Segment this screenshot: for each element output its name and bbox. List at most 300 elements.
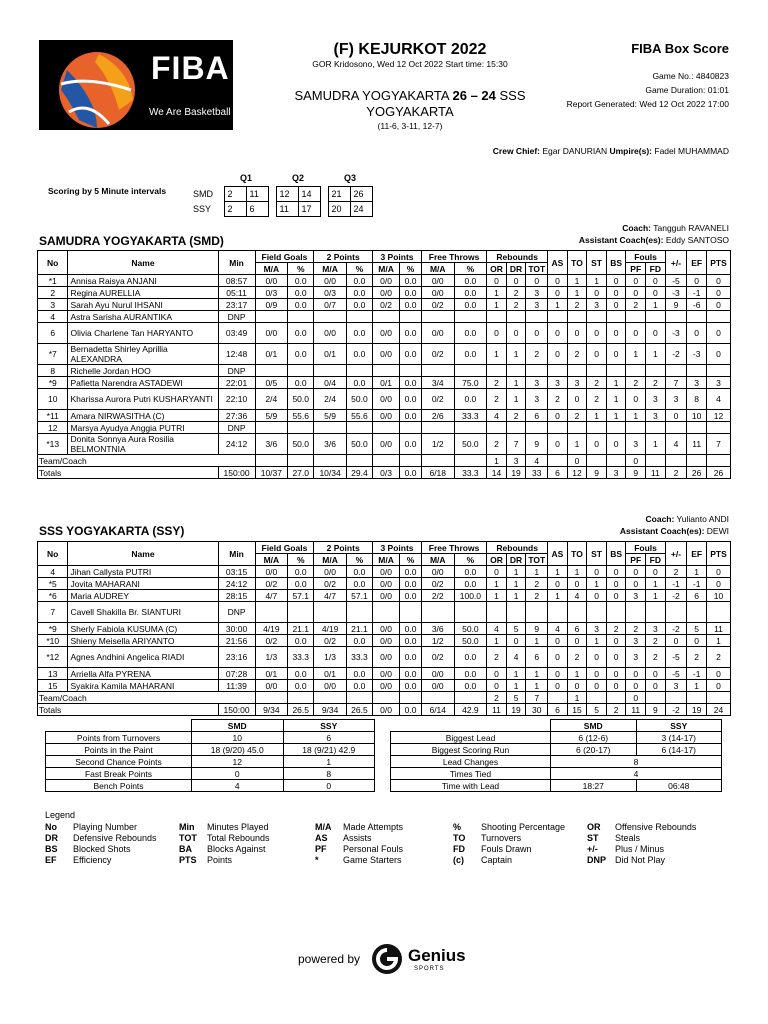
stat-cell <box>487 365 507 377</box>
total-cell: 9/34 <box>255 704 288 716</box>
stat-cell: 2 <box>646 647 666 668</box>
stat-cell <box>314 422 347 434</box>
stat-cell: 3 <box>626 635 646 647</box>
total-cell: 19 <box>506 704 526 716</box>
stat-cell: 1 <box>626 410 646 422</box>
stat-cell: 6 <box>687 590 707 602</box>
player-name: Richelle Jordan HOO <box>68 365 218 377</box>
stat-cell: 1 <box>646 344 666 365</box>
stat-cell: 100.0 <box>454 590 487 602</box>
stat-cell: 0/2 <box>421 389 454 410</box>
stat-cell: 0.0 <box>288 680 314 692</box>
stat-cell: -6 <box>687 299 707 311</box>
stat-cell: 0.0 <box>346 566 372 578</box>
player-row <box>38 389 731 410</box>
stat-cell: -3 <box>687 344 707 365</box>
col-plus-minus: +/- <box>665 251 687 275</box>
stat-cell: 0/3 <box>314 287 347 299</box>
player-name: Bernadetta Shirley Aprillia ALEXANDRA <box>68 344 218 365</box>
legend-item <box>453 822 565 833</box>
stat-cell: 0 <box>587 323 607 344</box>
interval-value: 11 <box>246 186 268 201</box>
stat-cell: 2 <box>526 578 548 590</box>
stat-cell <box>526 602 548 623</box>
total-cell: 24 <box>706 704 730 716</box>
assistant-name: DEWI <box>706 526 729 536</box>
stat-cell: 1 <box>646 434 666 455</box>
box-score-table-smd <box>37 250 731 479</box>
stat-cell: 0 <box>606 590 626 602</box>
stats-value: 4 <box>192 780 284 792</box>
total-cell: 0/3 <box>373 467 400 479</box>
stat-cell: 0/0 <box>421 566 454 578</box>
stat-cell: 0/0 <box>421 668 454 680</box>
stat-cell: 0 <box>548 344 568 365</box>
stat-cell: 3 <box>626 647 646 668</box>
stat-cell: 1 <box>506 668 526 680</box>
stat-cell: 1 <box>687 566 707 578</box>
stat-cell: 0.0 <box>346 323 372 344</box>
stat-cell: 0/2 <box>255 635 288 647</box>
stat-cell <box>665 455 687 467</box>
stat-cell: 50.0 <box>454 434 487 455</box>
stats-value: 8 <box>283 768 375 780</box>
total-cell: 5 <box>587 704 607 716</box>
legend-abbr: (c) <box>453 855 464 865</box>
stat-cell: -5 <box>665 668 687 680</box>
stat-cell: 2/2 <box>421 590 454 602</box>
stat-cell <box>687 311 707 323</box>
stat-cell: 0 <box>606 647 626 668</box>
player-name: Arriella Alfa PYRENA <box>68 668 218 680</box>
stat-cell <box>506 422 526 434</box>
stat-cell: 0/2 <box>421 344 454 365</box>
stat-cell: 2 <box>506 410 526 422</box>
col-2-points: 2 Points <box>314 251 373 263</box>
stat-cell <box>421 422 454 434</box>
stat-cell: 1 <box>646 590 666 602</box>
stat-cell: 0/0 <box>373 590 400 602</box>
stat-cell: 1 <box>548 566 568 578</box>
col-st: ST <box>587 251 607 275</box>
legend-desc: Made Attempts <box>343 822 404 832</box>
stat-cell <box>506 602 526 623</box>
stat-cell <box>626 602 646 623</box>
stat-cell: 1 <box>506 680 526 692</box>
stat-cell: 33.3 <box>346 647 372 668</box>
player-minutes: 07:28 <box>218 668 255 680</box>
player-row <box>38 680 731 692</box>
stat-cell: 4 <box>487 410 507 422</box>
stat-cell: 4 <box>567 590 587 602</box>
stat-cell: 1 <box>587 275 607 287</box>
stat-cell: 2 <box>567 299 587 311</box>
totals-row <box>38 704 731 716</box>
stat-cell: -2 <box>665 623 687 635</box>
stat-cell <box>288 455 314 467</box>
player-number: *12 <box>38 647 68 668</box>
player-number: *5 <box>38 578 68 590</box>
subheader-cell: % <box>288 263 314 275</box>
stat-cell: 3 <box>567 377 587 389</box>
stat-cell: 3 <box>526 377 548 389</box>
player-minutes: DNP <box>218 422 255 434</box>
interval-team: SMD <box>193 188 213 199</box>
stat-cell: 1 <box>587 635 607 647</box>
stat-cell <box>526 365 548 377</box>
total-cell: 10/37 <box>255 467 288 479</box>
total-cell: 150:00 <box>218 467 255 479</box>
stat-cell: 7 <box>665 377 687 389</box>
player-minutes: 28:15 <box>218 590 255 602</box>
subheader-cell: % <box>288 554 314 566</box>
stat-cell: 0/0 <box>373 323 400 344</box>
legend-desc: Offensive Rebounds <box>615 822 697 832</box>
stats-row <box>46 780 375 792</box>
stat-cell: 3 <box>526 389 548 410</box>
stat-cell: 1 <box>487 590 507 602</box>
legend-desc: Did Not Play <box>615 855 666 865</box>
legend-item <box>453 844 532 855</box>
stat-cell: 0 <box>626 389 646 410</box>
stat-cell: 1 <box>567 434 587 455</box>
player-minutes: 24:12 <box>218 578 255 590</box>
stat-cell: 0.0 <box>400 635 422 647</box>
total-cell: 33 <box>526 467 548 479</box>
stat-cell: 1 <box>506 566 526 578</box>
crew-chief: Egar DANURIAN <box>542 146 608 156</box>
stat-cell: 1 <box>487 635 507 647</box>
team-coach-row <box>38 692 731 704</box>
stat-cell: 1 <box>646 578 666 590</box>
header-row <box>38 251 731 263</box>
player-row <box>38 365 731 377</box>
legend-abbr: PTS <box>179 855 197 865</box>
stat-cell: 0 <box>626 323 646 344</box>
stat-cell: 0.0 <box>400 287 422 299</box>
legend-desc: Turnovers <box>481 833 522 843</box>
stat-cell <box>646 422 666 434</box>
stat-cell: 2 <box>567 410 587 422</box>
stat-cell: 0/2 <box>314 578 347 590</box>
stat-cell: 0.0 <box>288 635 314 647</box>
stat-cell: 0/0 <box>314 275 347 287</box>
stat-cell: 0 <box>706 668 730 680</box>
stat-cell <box>548 692 568 704</box>
stat-cell: 1 <box>506 344 526 365</box>
stat-cell <box>346 692 372 704</box>
stat-cell <box>400 311 422 323</box>
col-min: Min <box>218 251 255 275</box>
stat-cell: 1 <box>487 287 507 299</box>
player-name: Cavell Shakilla Br. SIANTURI <box>68 602 218 623</box>
stat-cell <box>314 692 347 704</box>
stat-cell: 0/2 <box>421 299 454 311</box>
col-pts: PTS <box>706 251 730 275</box>
stat-cell: 2 <box>626 623 646 635</box>
stat-cell <box>454 365 487 377</box>
player-minutes: 23:16 <box>218 647 255 668</box>
stat-cell <box>373 455 400 467</box>
legend-title: Legend <box>45 810 76 820</box>
stat-cell: 4/19 <box>255 623 288 635</box>
stat-cell <box>646 365 666 377</box>
player-number: 4 <box>38 566 68 578</box>
stat-cell: -1 <box>687 668 707 680</box>
col-field-goals: Field Goals <box>255 542 314 554</box>
coach-name: Tangguh RAVANELI <box>653 223 729 233</box>
legend-item <box>587 833 640 844</box>
stats-label: Time with Lead <box>391 780 551 792</box>
stat-cell: 2 <box>567 647 587 668</box>
stat-cell: 3 <box>526 287 548 299</box>
stat-cell <box>314 602 347 623</box>
stat-cell <box>421 311 454 323</box>
stat-cell: 0.0 <box>288 668 314 680</box>
stat-cell: 9 <box>526 434 548 455</box>
coach-name: Yulianto ANDI <box>676 514 729 524</box>
stat-cell <box>665 692 687 704</box>
stat-cell: 0.0 <box>400 680 422 692</box>
stat-cell: 2 <box>526 590 548 602</box>
legend-abbr: M/A <box>315 822 332 832</box>
stat-cell: 0 <box>606 434 626 455</box>
stat-cell: 3/6 <box>421 623 454 635</box>
stat-cell: 0 <box>548 434 568 455</box>
total-cell: 33.3 <box>454 467 487 479</box>
stat-cell: 0/5 <box>255 377 288 389</box>
stat-cell: -2 <box>665 344 687 365</box>
stat-cell: 0 <box>587 434 607 455</box>
legend-desc: Shooting Percentage <box>481 822 566 832</box>
stat-cell <box>626 311 646 323</box>
col-free-throws: Free Throws <box>421 542 486 554</box>
totals-label: Totals <box>38 467 219 479</box>
stat-cell: 1 <box>487 299 507 311</box>
stat-cell: 0.0 <box>346 635 372 647</box>
stat-cell: 0 <box>487 680 507 692</box>
stats-label: Biggest Lead <box>391 732 551 744</box>
stat-cell: 9 <box>665 299 687 311</box>
stat-cell: 7 <box>526 692 548 704</box>
genius-logo-icon <box>370 942 404 976</box>
stats-label: Bench Points <box>46 780 192 792</box>
legend-abbr: OR <box>587 822 601 832</box>
stat-cell: 0/0 <box>373 566 400 578</box>
stat-cell: 7 <box>506 434 526 455</box>
stat-cell: 1/2 <box>421 635 454 647</box>
stat-cell: -3 <box>665 323 687 344</box>
stat-cell <box>548 455 568 467</box>
stat-cell <box>587 455 607 467</box>
col-field-goals: Field Goals <box>255 251 314 263</box>
stat-cell: 0 <box>548 668 568 680</box>
player-minutes: 21:56 <box>218 635 255 647</box>
stat-cell: 0.0 <box>400 323 422 344</box>
stat-cell: 0/0 <box>421 323 454 344</box>
player-minutes: 22:01 <box>218 377 255 389</box>
stat-cell: 0.0 <box>346 344 372 365</box>
stat-cell: 4 <box>665 434 687 455</box>
totals-row <box>38 467 731 479</box>
stat-cell <box>373 311 400 323</box>
basketball-icon <box>39 40 149 130</box>
stat-cell: 0 <box>567 389 587 410</box>
stat-cell: 0 <box>587 344 607 365</box>
stat-cell: 1 <box>526 668 548 680</box>
total-cell: 27.0 <box>288 467 314 479</box>
stat-cell: 0.0 <box>288 344 314 365</box>
score-dash: – <box>470 88 478 103</box>
stat-cell <box>288 602 314 623</box>
total-cell: 29.4 <box>346 467 372 479</box>
stat-cell: 0.0 <box>346 299 372 311</box>
total-cell: 26 <box>687 467 707 479</box>
stat-cell: 2 <box>606 623 626 635</box>
stat-cell <box>288 422 314 434</box>
stat-cell: 21.1 <box>346 623 372 635</box>
stat-cell: 1 <box>567 566 587 578</box>
col-no: No <box>38 542 68 566</box>
stat-cell <box>454 692 487 704</box>
stat-cell <box>687 602 707 623</box>
stat-cell: 2 <box>665 566 687 578</box>
total-cell: 3 <box>606 467 626 479</box>
stats-row <box>46 732 375 744</box>
player-row <box>38 434 731 455</box>
total-cell: 0.0 <box>400 467 422 479</box>
stat-cell: 50.0 <box>346 434 372 455</box>
stat-cell: 2 <box>646 635 666 647</box>
stats-row <box>46 768 375 780</box>
stats-team-header: SMD <box>551 720 637 732</box>
stat-cell: 3 <box>687 377 707 389</box>
stat-cell: 3 <box>626 590 646 602</box>
stat-cell: 1 <box>487 455 507 467</box>
player-number: *10 <box>38 635 68 647</box>
stats-blank <box>391 720 551 732</box>
stat-cell: 0 <box>646 566 666 578</box>
stat-cell: 55.6 <box>346 410 372 422</box>
stat-cell: 0 <box>526 323 548 344</box>
stat-cell <box>373 422 400 434</box>
total-cell: 9 <box>587 467 607 479</box>
legend-abbr: BA <box>179 844 192 854</box>
total-cell: 0.0 <box>400 704 422 716</box>
stat-cell: 0 <box>706 578 730 590</box>
legend-desc: Plus / Minus <box>615 844 665 854</box>
legend-abbr: No <box>45 822 57 832</box>
stats-value: 6 (14-17) <box>636 744 722 756</box>
stat-cell: 1 <box>506 590 526 602</box>
stat-cell: 0/1 <box>314 668 347 680</box>
player-row <box>38 668 731 680</box>
stat-cell <box>487 422 507 434</box>
stat-cell <box>548 311 568 323</box>
stat-cell: 0 <box>567 578 587 590</box>
player-name: Olivia Charlene Tan HARYANTO <box>68 323 218 344</box>
stat-cell: 1 <box>548 299 568 311</box>
col-fouls: Fouls <box>626 542 665 554</box>
col-as: AS <box>548 542 568 566</box>
stat-cell: 0 <box>606 578 626 590</box>
legend-item <box>315 855 402 866</box>
stat-cell <box>548 422 568 434</box>
stat-cell: 1 <box>567 692 587 704</box>
total-cell: 6 <box>548 704 568 716</box>
stat-cell: 0.0 <box>400 275 422 287</box>
stat-cell <box>346 602 372 623</box>
subheader-cell: DR <box>506 554 526 566</box>
crew-chief-label: Crew Chief: <box>492 146 541 156</box>
legend-abbr: PF <box>315 844 327 854</box>
stats-row <box>391 768 722 780</box>
stats-value: 18 (9/21) 42.9 <box>283 744 375 756</box>
stat-cell: 0/1 <box>314 344 347 365</box>
stat-cell: -3 <box>665 287 687 299</box>
player-number: *11 <box>38 410 68 422</box>
stat-cell <box>587 692 607 704</box>
stat-cell <box>288 365 314 377</box>
col-to: TO <box>567 542 587 566</box>
stat-cell: 5/9 <box>314 410 347 422</box>
col-rebounds: Rebounds <box>487 542 548 554</box>
player-number: *13 <box>38 434 68 455</box>
subheader-cell: PF <box>626 263 646 275</box>
stat-cell <box>314 311 347 323</box>
stat-cell: 11 <box>706 623 730 635</box>
crew-line <box>493 146 729 156</box>
stat-cell <box>548 602 568 623</box>
interval-value: 24 <box>350 201 372 216</box>
stat-cell <box>606 311 626 323</box>
stat-cell <box>626 422 646 434</box>
subheader-cell: FD <box>646 554 666 566</box>
legend-desc: Assists <box>343 833 372 843</box>
stat-cell: 0 <box>548 287 568 299</box>
stat-cell: 0 <box>706 680 730 692</box>
col-3-points: 3 Points <box>373 251 422 263</box>
total-cell: 30 <box>526 704 548 716</box>
stat-cell <box>646 311 666 323</box>
subheader-cell: M/A <box>255 554 288 566</box>
stats-team-header: SSY <box>636 720 722 732</box>
total-cell: 6 <box>548 467 568 479</box>
player-name: Marsya Ayudya Anggia PUTRI <box>68 422 218 434</box>
col-no: No <box>38 251 68 275</box>
legend-desc: Game Starters <box>343 855 402 865</box>
stat-cell: 0 <box>606 287 626 299</box>
stat-cell: 21.1 <box>288 623 314 635</box>
stat-cell: 12 <box>706 410 730 422</box>
stat-cell: 4 <box>506 647 526 668</box>
stat-cell: 0 <box>567 635 587 647</box>
stat-cell: 0/3 <box>255 287 288 299</box>
stat-cell: 0/1 <box>255 668 288 680</box>
stat-cell: 1 <box>626 344 646 365</box>
stat-cell <box>314 365 347 377</box>
player-number: *9 <box>38 377 68 389</box>
stat-cell: 0.0 <box>288 377 314 389</box>
stat-cell: 0 <box>706 566 730 578</box>
legend-desc: Fouls Drawn <box>481 844 532 854</box>
stat-cell <box>288 692 314 704</box>
subheader-cell: % <box>454 554 487 566</box>
logo-text: FIBA <box>151 50 230 86</box>
stat-cell <box>567 365 587 377</box>
player-row <box>38 410 731 422</box>
assistant-name: Eddy SANTOSO <box>665 235 729 245</box>
